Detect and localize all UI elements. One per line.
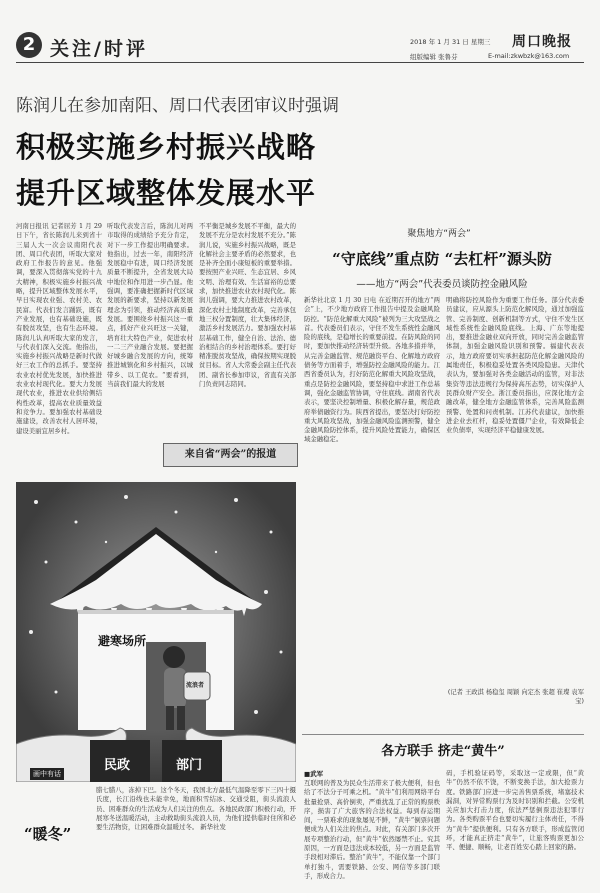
focus-column-2: 明确将防控风险作为重要工作任务。部分代表委员建议，应从源头上防范化解风险，通过加强监管、完善制度、创新机制等方式，守住不发生区域性系统性金融风险底线。上海、广东等地提出，要推进金融业双向开放，同时完善金融监管体制，加强金融风险识别和预警。福建代表表示，地方政府要切实承担起防范化解金融风险的属地责任，积极稳妥处置各类风险隐患。天津代表认为，要加强对各类金融活动的监管，对非法集资等违法违规行为保持高压态势，切实保护人民群众财产安全。浙江委员指出，应深化地方金融改革，健全地方金融监管体系，完善风险监测预警、处置和问责机制。江苏代表建议，加快推进企业去杠杆，稳妥处置僵尸企业，有效降低企业负债率，实现经济平稳健康发展。 <box>446 296 584 435</box>
masthead-rule <box>16 62 584 63</box>
section-title: 关注/时评 <box>50 38 148 60</box>
commentary-column-2: 码，手机验证码等，采取这一定或限，但“黄牛”仍然不依不饶，不断变换手法，加大抢票力度。铁路部门应进一步完善售票系统，堵塞技术漏洞，对异常购票行为及时识别和拦截。公安机关应加大打击力度，依法严惩倒票违法犯罪行为。各类购票平台也要切实履行主体责任，不得为“黄牛”提供便利。只有各方联手，形成监管闭环，才能真正挤走“黄牛”，让旅客购票更加公平、便捷、顺畅，让老百姓安心踏上回家的路。 <box>446 769 584 852</box>
paper-name-logo: 周口晚报 <box>512 34 572 50</box>
commentary-headline: 各方联手 挤走“黄牛” <box>381 744 505 759</box>
bag-label: 流浪者 <box>186 682 205 689</box>
house-label: 避寒场所 <box>98 634 147 648</box>
cartoon-tag: 画中有话 <box>30 768 64 780</box>
arm-right-label: 部门 <box>176 758 203 773</box>
focus-subhead: ——地方“两会”代表委员谈防控金融风险 <box>356 279 528 290</box>
cartoon-illustration <box>16 482 296 782</box>
page-number-badge <box>16 32 42 58</box>
focus-label: 聚焦地方“两会” <box>407 229 471 239</box>
lead-column-1: 河南日报讯 记者屈芳 1 月 29 日下午，省长陈润儿来到省十三届人大一次会议南阳代表团、周口代表团，听取大家对政府工作报告的意见。他强调，要深入贯彻落实党的十九大精神，积极实施乡村振兴战略，提升区域整体发展水平，早日实现农业强、农村美、农民富。代表们发言踊跃，既有产业发展，也有基础设施，既有脱贫攻坚，也有生态环境。陈润儿认真听取大家的发言，与代表们深入交流。他指出，实施乡村振兴战略是新时代做好三农工作的总抓手。要坚持农业农村优先发展，加快推进农业农村现代化。要大力发展现代农业，推进农业供给侧结构性改革，提高农业质量效益和竞争力。要加强农村基础设施建设，改善农村人居环境，建设美丽宜居乡村。 <box>16 222 102 435</box>
commentary-author: ■武军 <box>304 770 324 778</box>
cartoon-drawing <box>16 482 296 782</box>
lead-kicker: 陈润儿在参加南阳、周口代表团审议时强调 <box>16 96 339 116</box>
focus-column-1: 新华社北京 1 月 30 日电 在近期召开的地方“两会”上，不少地方政府工作报告中提及金融风险防控。“防范化解重大风险”被列为三大攻坚战之首。代表委员们表示，守住不发生系统性金融风险的底线，是稳增长的重要前提。在防风险的同时，要加快推动经济转型升级。各地多措并举，从完善金融监管、规范融资平台、化解地方政府债务等方面着手，增强防控金融风险的能力。江西省委员认为，打好防范化解重大风险攻坚战，重点是防控金融风险，要坚持稳中求进工作总基调，强化金融监管协调，守住底线。湖南省代表表示，要坚决控制增量、积极化解存量，规范政府举债融资行为。陕西省提出，要坚决打好防控重大风险攻坚战，加强金融风险监测预警，健全金融风险防控体系，提升风险处置能力，确保区域金融稳定。 <box>304 296 440 444</box>
page-number: 2 <box>22 34 36 55</box>
lead-column-2: 听取代表发言后，陈润儿对两市取得的成绩给予充分肯定，对下一步工作提出明确要求。他指出，过去一年，南阳经济发展稳中有进，周口经济发展质量不断提升，全省发展大局中地位和作用进一步凸显。他强调，要准确把握新时代区域发展的新要求，坚持以新发展理念为引领，推动经济高质量发展。要围绕乡村振兴这一重点，抓好产业兴旺这一关键，培育壮大特色产业，促进农村一二三产业融合发展。要把握好城乡融合发展的方向，统筹推进城镇化和乡村振兴，以城带乡、以工促农。“要看到，当前我们最大的发展 <box>107 222 193 389</box>
commentary-column-1: 互联网的普及为民众生活带来了极大便利，但也给了不法分子可乘之机。“黄牛”们利用网络平台批量抢票、高价倒卖，严重扰乱了正常的购票秩序，损害了广大旅客的合法权益。每到春运期间，一票难求的现象屡见不鲜，“黄牛”倒票问题便成为人们关注的焦点。对此，有关部门多次开展专项整治行动，但“黄牛”依然屡禁不止。究其原因，一方面是违法成本较低，另一方面是监管手段相对滞后。整治“黄牛”，不能仅靠一个部门单打独斗，需要铁路、公安、网信等多部门联手，形成合力。 <box>304 779 440 880</box>
editor-line: 组版编辑 张鲁芬 <box>410 53 458 61</box>
cartoon-title: “暖冬” <box>24 825 72 843</box>
lead-column-3: 不平衡是城乡发展不平衡，最大的发展不充分是农村发展不充分。”陈润儿说，实施乡村振兴战略，既是化解社会主要矛盾的必然要求，也是补齐全面小康短板的重要举措。要按照产业兴旺、生态宜居、乡风文明、治理有效、生活富裕的总要求，加快推进农业农村现代化。陈润儿强调，要大力推进农村改革，深化农村土地制度改革，完善承包地三权分置制度，壮大集体经济，激活乡村发展活力。要加强农村基层基础工作，健全自治、法治、德治相结合的乡村治理体系。要打好精准脱贫攻坚战，确保按期实现脱贫目标。省人大常委会副主任代表团、副省长参加审议，省直有关部门负责同志陪同。 <box>199 222 296 389</box>
date-line: 2018 年 1 月 31 日 星期三 <box>410 38 491 46</box>
lead-headline-1: 积极实施乡村振兴战略 <box>16 130 317 164</box>
news-banner <box>163 443 298 467</box>
lead-headline-2: 提升区域整体发展水平 <box>16 176 317 210</box>
news-banner-label: 来自省“两会”的报道 <box>184 449 277 460</box>
email: E-mail:zkwbzk@163.com <box>488 52 570 60</box>
focus-headline: “守底线”重点防 “去杠杆”源头防 <box>332 250 552 268</box>
commentary-rule <box>302 734 584 735</box>
cartoon-caption: 腊七腊八，冻掉下巴。这个冬天，我国北方最低气温降至零下三四十摄氏度，长江沿线也未能幸免，地面积雪结冰、交通受阻，街头流浪人员、困难群众的生活成为人们关注的焦点。各地民政部门积极行动，开展寒冬送温暖活动，主动救助街头流浪人员，为他们提供临时住所和必要生活物资，让困难群众温暖过冬。 新华社发 <box>96 786 296 832</box>
arm-left-label: 民政 <box>104 758 131 773</box>
focus-signature: (记者 王政淇 杨稳玺 周颖 向定杰 张超 崔璨 袁军宝) <box>447 689 584 705</box>
